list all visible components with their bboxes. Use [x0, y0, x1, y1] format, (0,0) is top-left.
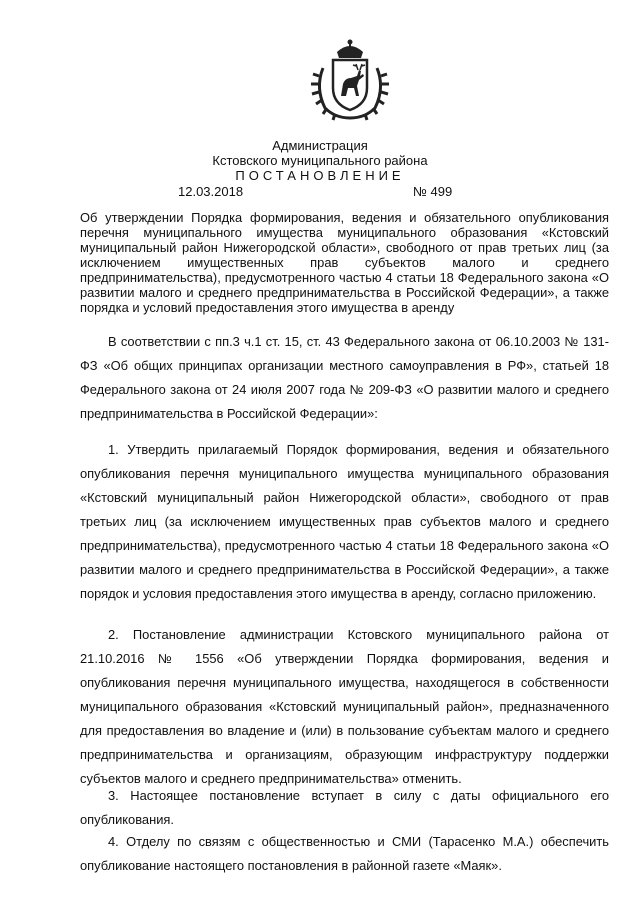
resolution-item-3: [80, 784, 609, 832]
document-date: 12.03.2018: [178, 184, 244, 199]
organization-district: Кстовского муниципального района: [212, 153, 428, 168]
resolution-item-4: [80, 830, 609, 878]
resolution-item-2-text: 2. Постановление администрации Кстовского муниципального района от 21.10.2016 № 1556 «Об утверждении Порядка формирования, ведения и опубликования перечня муниципального имущества, находящегося в собственности муниципального образования «Кстовский муниципальный район», предназначенного для предоставления во владение и (или) в пользование субъектам малого и среднего предпринимательства и организациям, образующим инфраструктуру поддержки субъектов малого и среднего предпринимательства» отменить.: [80, 627, 609, 786]
coat-of-arms-icon: [309, 38, 391, 122]
resolution-item-1: [80, 438, 609, 606]
document-subject: Об утверждении Порядка формирования, ведения и обязательного опубликования перечня муниципального имущества муниципального образования «Кстовский муниципальный район Нижегородской области», свободного от прав третьих лиц (за исключением имущественных прав субъектов малого и среднего предпринимательства), предусмотренного частью 4 статьи 18 Федерального закона «О развитии малого и среднего предпринимательства в Российской Федерации», а также порядка и условий предоставления этого имущества в аренду: [80, 210, 609, 315]
resolution-item-2: [80, 623, 609, 791]
resolution-item-4-text: 4. Отделу по связям с общественностью и СМИ (Тарасенко М.А.) обеспечить опубликование настоящего постановления в районной газете «Маяк».: [80, 834, 609, 873]
legal-basis-text: В соответствии с пп.3 ч.1 ст. 15, ст. 43 Федерального закона от 06.10.2003 № 131-ФЗ «Об общих принципах организации местного самоуправления в РФ», статьей 18 Федерального закона от 24 июля 2007 года № 209-ФЗ «О развитии малого и среднего предпринимательства в Российской Федерации»:: [80, 334, 609, 421]
document-type: ПОСТАНОВЛЕНИЕ: [235, 168, 405, 183]
organization-name: Администрация: [272, 138, 368, 153]
legal-basis-paragraph: [80, 330, 609, 426]
resolution-item-3-text: 3. Настоящее постановление вступает в силу с даты официального его опубликования.: [80, 788, 609, 827]
document-number: № 499: [413, 184, 453, 199]
resolution-item-1-text: 1. Утвердить прилагаемый Порядок формирования, ведения и обязательного опубликования перечня муниципального имущества муниципального образования «Кстовский муниципальный район Нижегородской области», свободного от прав третьих лиц (за исключением имущественных прав субъектов малого и среднего предпринимательства), предусмотренного частью 4 статьи 18 Федерального закона «О развитии малого и среднего предпринимательства в Российской Федерации», а также порядок и условия предоставления этого имущества в аренду, согласно приложению.: [80, 442, 609, 601]
